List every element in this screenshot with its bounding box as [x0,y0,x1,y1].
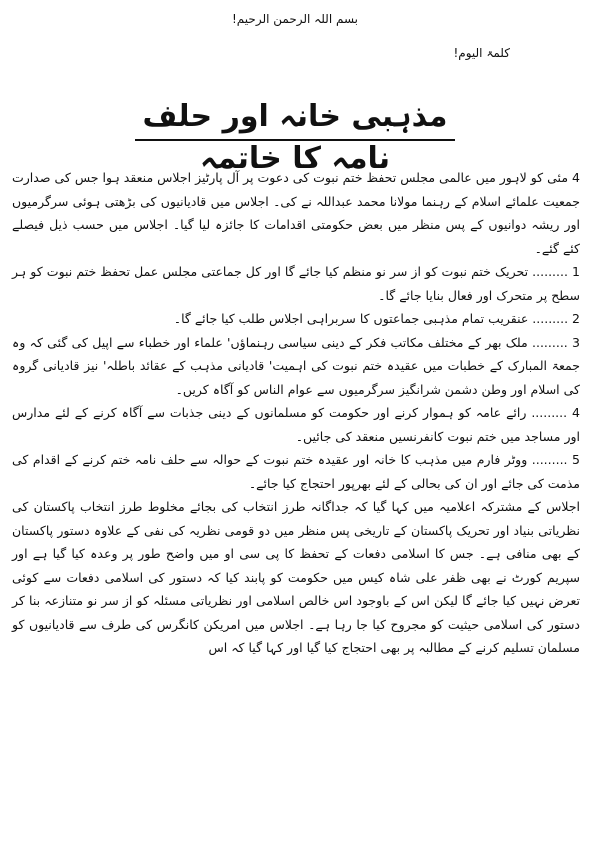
article-body [12,166,580,660]
paragraph-decision-5: 5 ......... ووٹر فارم میں مذہب کا خانہ اور عقیدہ ختم نبوت کے حوالہ سے حلف نامہ ختم کرنے کے اقدام کی مذمت کی جائے اور ان کی بحالی کے لئے بھرپور احتجاج کیا جائے۔ [12,452,580,491]
kalima-label: کلمۃ الیوم! [453,46,510,60]
paragraph-decision-4: 4 ......... رائے عامہ کو ہموار کرنے اور حکومت کو مسلمانوں کے دینی جذبات سے آگاہ کرنے کے لئے مدارس اور مساجد میں ختم نبوت کانفرنسیں منعقد کی جائیں۔ [12,405,580,444]
paragraph-declaration: اجلاس کے مشترکہ اعلامیہ میں کہا گیا کہ جداگانہ طرز انتخاب کی بجائے مخلوط طرز انتخاب پاکستان کی نظریاتی بنیاد اور تحریک پاکستان کے تاریخی پس منظر میں دو قومی نظریہ کی نفی کے علاوہ دستور پاکستان کے بھی منافی ہے۔ جس کا اسلامی دفعات کے تحفظ کا پی سی او میں واضح طور پر وعدہ کیا گیا ہے اور سپریم کورٹ نے بھی ظفر علی شاہ کیس میں حکومت کو پابند کیا کہ دستور کی اسلامی دفعات سے کوئی تعرض نہیں کیا جائے گا لیکن اس کے باوجود اس خالص اسلامی اور نظریاتی مسئلہ کو از سر نو متنازعہ بنا کر دستور کی اسلامی حیثیت کو مجروح کیا جا رہا ہے۔ اجلاس میں امریکن کانگرس کی طرف سے قادیانیوں کو مسلمان تسلیم کرنے کے مطالبہ پر بھی احتجاج کیا گیا اور کہا گیا کہ اس [12,499,580,655]
paragraph-decision-3: 3 ......... ملک بھر کے مختلف مکاتب فکر کے دینی سیاسی رہنماؤں' علماء اور خطباء سے اپیل کی گئی کہ وہ جمعۃ المبارک کے خطبات میں عقیدہ ختم نبوت کی اہمیت' قادیانی مذہب کے عقائد باطلہ' نیز قادیانی گروہ کی اسلام اور وطن دشمن شرانگیز سرگرمیوں سے عوام الناس کو آگاہ کریں۔ [12,334,580,397]
paragraph-decision-2: 2 ......... عنقریب تمام مذہبی جماعتوں کا سربراہی اجلاس طلب کیا جائے گا۔ [173,311,580,326]
paragraph-intro: 4 مئی کو لاہور میں عالمی مجلس تحفظ ختم نبوت کی دعوت پر آل پارٹیز اجلاس منعقد ہوا جس کی صدارت جمعیت علمائے اسلام کے رہنما مولانا محمد عبداللہ نے کی۔ اجلاس میں قادیانیوں کی بڑھتی ہوئی سرگرمیوں اور ریشہ دوانیوں کے پس منظر میں بعض حکومتی اقدامات کا جائزہ لیا گیا۔ اجلاس میں حسب ذیل فیصلے کئے گئے۔ [12,170,580,256]
paragraph-decision-1: 1 ......... تحریک ختم نبوت کو از سر نو منظم کیا جائے گا اور کل جماعتی مجلس عمل تحفظ ختم نبوت کو ہر سطح پر متحرک اور فعال بنایا جائے گا۔ [12,264,580,303]
title-underline [135,139,455,141]
article-title: مذہبی خانہ اور حلف نامہ کا خاتمہ [142,99,448,176]
bismillah-heading: بسم اللہ الرحمن الرحیم! [231,12,359,26]
